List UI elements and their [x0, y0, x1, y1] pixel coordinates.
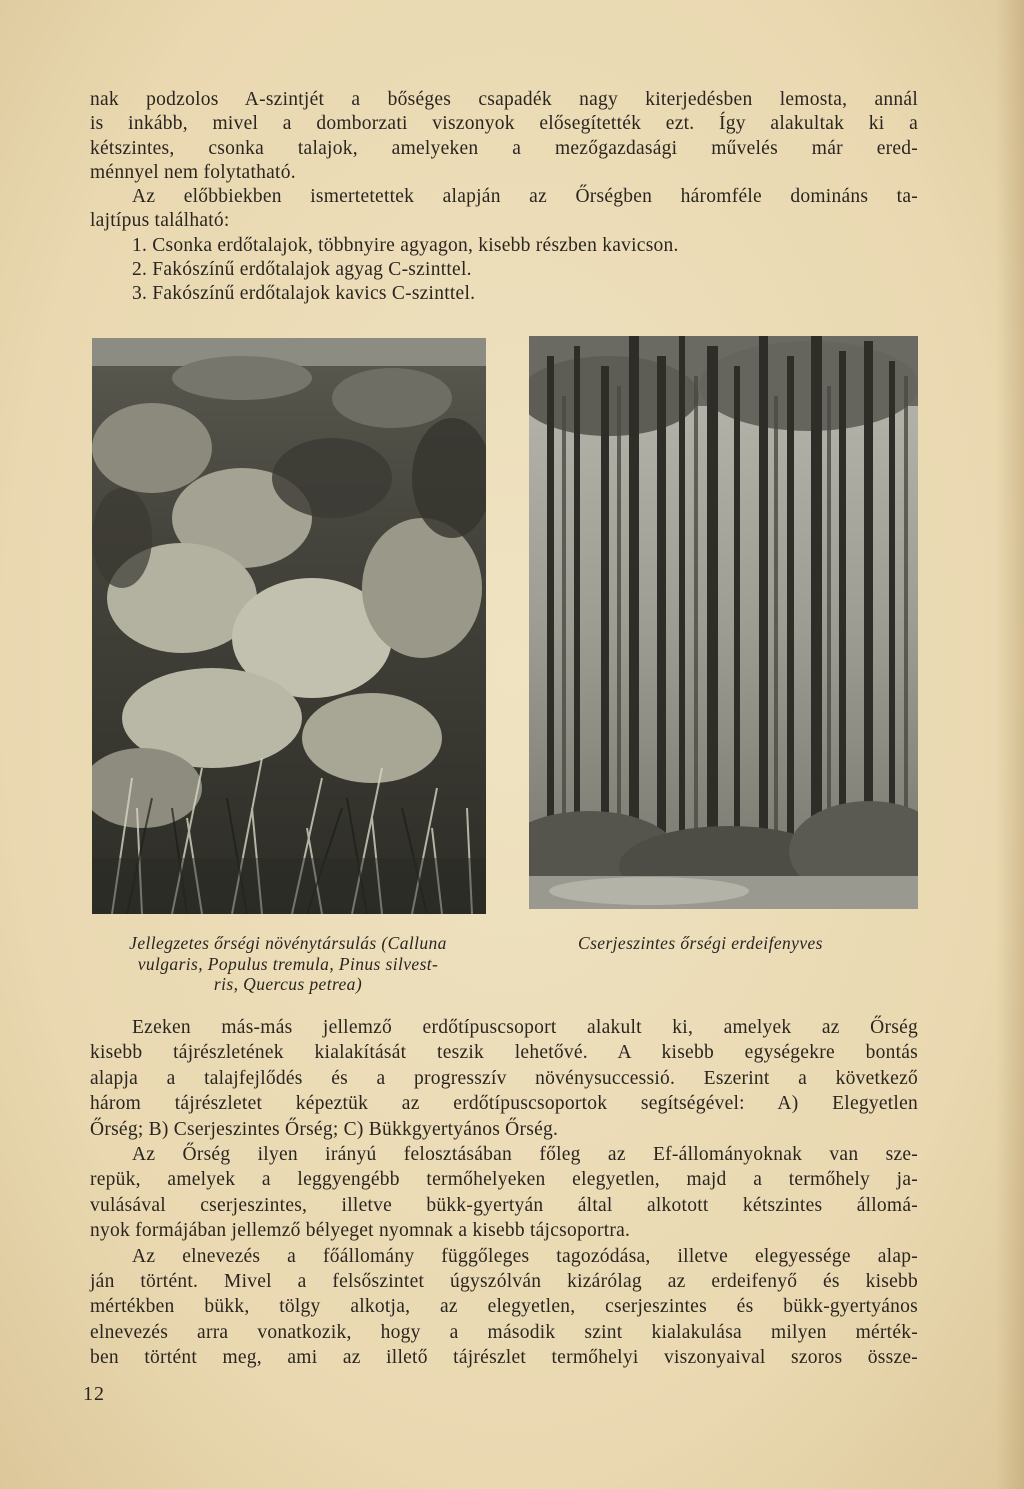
text-line: repük, amelyek a leggyengébb termőhelyeken elegyetlen, majd a termőhely ja-: [90, 1169, 918, 1191]
text-line: is inkább, mivel a domborzati viszonyok elősegítették ezt. Így alakultak ki a: [90, 113, 918, 135]
paragraph-3: [90, 1015, 918, 1142]
paragraph-2: [90, 185, 918, 234]
text-line: ján történt. Mivel a felsőszintet úgyszólván kizárólag az erdeifenyő és kisebb: [90, 1271, 918, 1293]
text-line: nak podzolos A-szintjét a bőséges csapadék nagy kiterjedésben lemosta, annál: [90, 89, 918, 110]
text-line: lajtípus található:: [90, 210, 230, 232]
text-line: kisebb tájrészletének kialakítását teszik lehetővé. A kisebb egységekre bontás: [90, 1042, 918, 1064]
paragraph-4: [90, 1142, 918, 1244]
text-line: Őrség; B) Cserjeszintes Őrség; C) Bükkgyertyános Őrség.: [90, 1118, 559, 1140]
text-line: Ezeken más-más jellemző erdőtípuscsoport alakult ki, amelyek az Őrség: [132, 1017, 918, 1038]
text-line: Az Őrség ilyen irányú felosztásában főleg az Ef-állományoknak van sze-: [132, 1144, 918, 1166]
page-number: 12: [83, 1383, 105, 1405]
text-line: elnevezés arra vonatkozik, hogy a második szint kialakulása milyen mérték-: [90, 1321, 918, 1343]
caption-line: Jellegzetes őrségi növénytársulás (Calluna: [129, 933, 447, 953]
caption-left: [90, 933, 486, 995]
text-line: ben történt meg, ami az illető tájrészlet termőhelyi viszonyaival szoros össze-: [90, 1347, 918, 1369]
bottom-text-block: [90, 1015, 918, 1371]
text-line: Az elnevezés a főállomány függőleges tagozódása, illetve elegyessége alap-: [132, 1245, 918, 1267]
text-line: három tájrészletet képeztük az erdőtípuscsoportok segítségével: A) Elegyetlen: [90, 1093, 918, 1115]
text-line: ménnyel nem folytatható.: [90, 161, 296, 183]
top-text-block: [90, 88, 918, 307]
caption-right: Cserjeszintes őrségi erdeifenyves: [578, 933, 823, 953]
text-line: kétszintes, csonka talajok, amelyeken a mezőgazdasági művelés már ered-: [90, 137, 918, 159]
text-line: Az előbbiekben ismertetettek alapján az Őrségben háromféle domináns ta-: [132, 186, 918, 208]
text-line: nyok formájában jellemző bélyeget nyomnak a kisebb tájcsoportra.: [90, 1220, 631, 1242]
list-item: 2. Fakószínű erdőtalajok agyag C-szinttel.: [132, 259, 472, 281]
paragraph-5: [90, 1244, 918, 1371]
text-line: vulásával cserjeszintes, illetve bükk-gyertyán által alkotott kétszintes állomá-: [90, 1194, 918, 1216]
paragraph-1: [90, 88, 918, 185]
soil-type-list: [90, 234, 918, 307]
photo-heath-vegetation: [92, 338, 486, 914]
text-line: mértékben bükk, tölgy alkotja, az elegyetlen, cserjeszintes és bükk-gyertyános: [90, 1296, 918, 1318]
photo-pine-forest: [529, 336, 918, 909]
caption-line: vulgaris, Populus tremula, Pinus silvest-: [137, 953, 439, 974]
text-line: alapja a talajfejlődés és a progresszív növénysuccessió. Eszerint a következő: [90, 1067, 918, 1089]
caption-line: ris, Quercus petrea): [213, 974, 363, 994]
list-item: 3. Fakószínű erdőtalajok kavics C-szinttel.: [132, 283, 476, 305]
list-item: 1. Csonka erdőtalajok, többnyire agyagon, kisebb részben kavicson.: [132, 234, 679, 256]
